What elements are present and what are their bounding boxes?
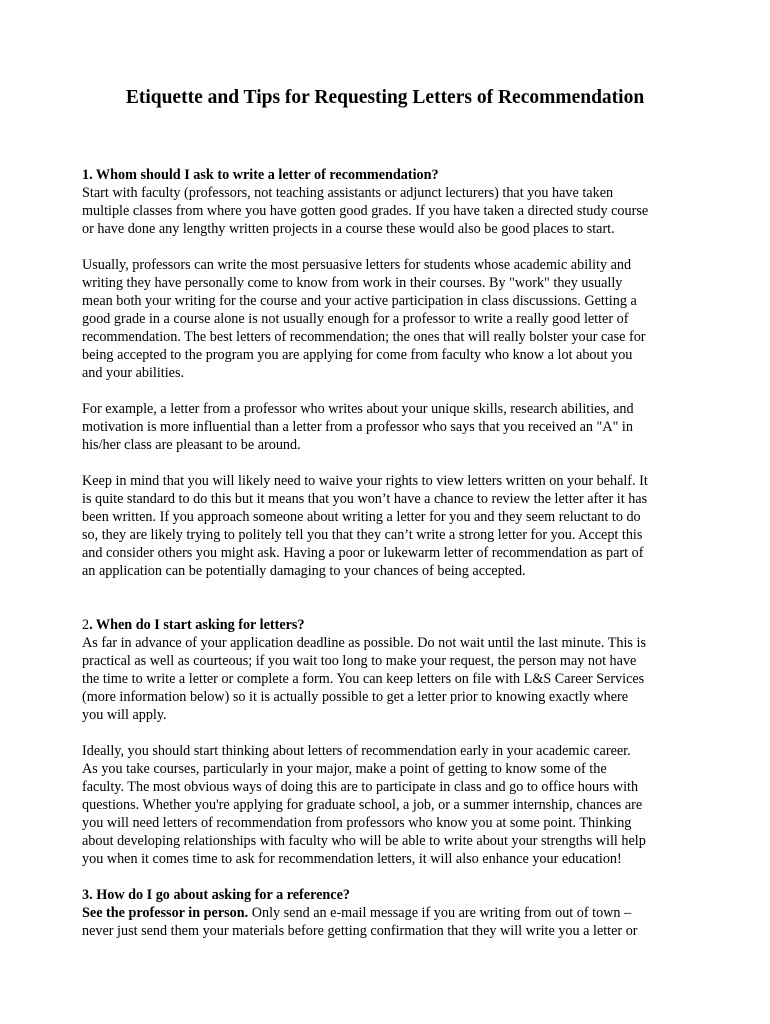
section-1-paragraph-4 xyxy=(82,472,702,580)
paragraph-line: the time to write a letter or complete a form. You can keep letters on file with L&S Career Services xyxy=(82,671,645,687)
paragraph-line: mean both your writing for the course and your active participation in class discussions. Getting a xyxy=(82,293,637,309)
section-1-paragraph-2 xyxy=(82,256,702,382)
paragraph-line: never just send them your materials before getting confirmation that they will write you a letter or xyxy=(82,923,638,939)
paragraph-line: Keep in mind that you will likely need to waive your rights to view letters written on your behalf. It xyxy=(82,473,648,489)
paragraph-line: about developing relationships with faculty who will be able to write about your strengths will help xyxy=(82,833,646,849)
section-2-heading xyxy=(82,616,702,634)
paragraph-line: As far in advance of your application deadline as possible. Do not wait until the last minute. This is xyxy=(82,635,646,651)
paragraph-line: is quite standard to do this but it means that you won’t have a chance to review the letter after it has xyxy=(82,491,648,507)
paragraph-line: you when it comes time to ask for recommendation letters, it will also enhance your education! xyxy=(82,851,622,867)
paragraph-line: you will need letters of recommendation from professors who know you at some point. Thinking xyxy=(82,815,632,831)
document-title: Etiquette and Tips for Requesting Letters of Recommendation xyxy=(125,87,645,108)
section-2-paragraph-1 xyxy=(82,634,702,724)
section-1-heading: 1. Whom should I ask to write a letter of recommendation? xyxy=(82,167,439,183)
paragraph-line: Ideally, you should start thinking about letters of recommendation early in your academic career. xyxy=(82,743,631,759)
section-2-paragraph-2 xyxy=(82,742,702,868)
paragraph-line: Usually, professors can write the most persuasive letters for students whose academic ability and xyxy=(82,257,632,273)
paragraph-line: For example, a letter from a professor who writes about your unique skills, research abilities, and xyxy=(82,401,634,417)
paragraph-line: faculty. The most obvious ways of doing this are to participate in class and go to office hours with xyxy=(82,779,639,795)
paragraph-line: and consider others you might ask. Having a poor or lukewarm letter of recommendation as part of xyxy=(82,545,644,561)
section-1-paragraph-1 xyxy=(82,184,702,238)
paragraph-line: multiple classes from where you have gotten good grades. If you have taken a directed study course xyxy=(82,203,649,219)
section-2-heading-text: . When do I start asking for letters? xyxy=(89,617,305,633)
paragraph-line xyxy=(82,904,702,922)
paragraph-line: been written. If you approach someone about writing a letter for you and they seem reluctant to do xyxy=(82,509,641,525)
paragraph-line: good grade in a course alone is not usually enough for a professor to write a really good letter of xyxy=(82,311,629,327)
paragraph-line: questions. Whether you're applying for graduate school, a job, or a summer internship, chances are xyxy=(82,797,643,813)
paragraph-line: or have done any lengthy written projects in a course these would also be good places to start. xyxy=(82,221,615,237)
paragraph-text: Only send an e-mail message if you are writing from out of town – xyxy=(248,905,632,921)
paragraph-line: Start with faculty (professors, not teaching assistants or adjunct lecturers) that you have taken xyxy=(82,185,614,201)
paragraph-line: an application can be potentially damaging to your chances of being accepted. xyxy=(82,563,526,579)
paragraph-line: so, they are likely trying to politely tell you that they can’t write a strong letter for you. Accept this xyxy=(82,527,643,543)
section-2-heading-number: 2 xyxy=(82,617,90,633)
paragraph-line: writing they have personally come to know from work in their courses. By "work" they usually xyxy=(82,275,623,291)
document-body xyxy=(82,166,702,940)
emphasis-text: See the professor in person. xyxy=(82,905,249,921)
paragraph-line: being accepted to the program you are applying for come from faculty who know a lot about you xyxy=(82,347,633,363)
paragraph-line: motivation is more influential than a letter from a professor who says that you received an "A" in xyxy=(82,419,633,435)
paragraph-line: you will apply. xyxy=(82,707,167,723)
section-1-paragraph-3 xyxy=(82,400,702,454)
paragraph-line: his/her class are pleasant to be around. xyxy=(82,437,301,453)
section-3-paragraph-1 xyxy=(82,904,702,940)
paragraph-line: and your abilities. xyxy=(82,365,185,381)
paragraph-line: practical as well as courteous; if you wait too long to make your request, the person may not have xyxy=(82,653,637,669)
paragraph-line: (more information below) so it is actually possible to get a letter prior to knowing exactly where xyxy=(82,689,629,705)
section-3-heading: 3. How do I go about asking for a reference? xyxy=(82,887,350,903)
paragraph-line: As you take courses, particularly in your major, make a point of getting to know some of the xyxy=(82,761,607,777)
paragraph-line: recommendation. The best letters of recommendation; the ones that will really bolster your case for xyxy=(82,329,646,345)
